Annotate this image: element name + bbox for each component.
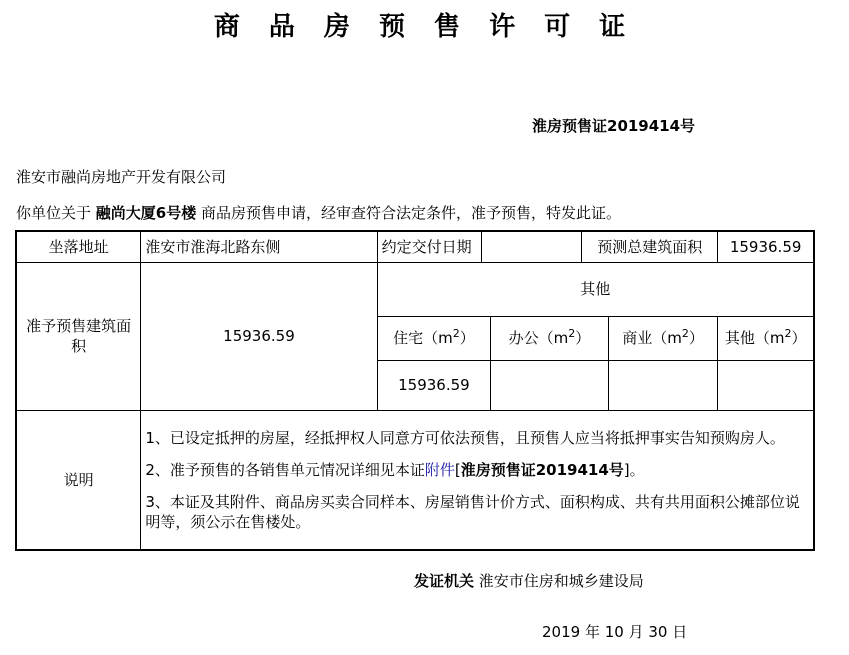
notes-label: 说明 <box>16 410 141 550</box>
certificate-number: 淮房预售证2019414号 <box>532 117 696 135</box>
intro-sentence <box>16 202 621 223</box>
note-2: 2、准予预售的各销售单元情况详细见本证附件[淮房预售证2019414号]。 <box>145 460 645 479</box>
col-other: 其他$(m^2)$ <box>718 316 814 360</box>
company-name: 淮安市融尚房地产开发有限公司 <box>16 168 227 186</box>
delivery-date-label: 约定交付日期 <box>377 231 481 262</box>
intro-prefix: 你单位关于 <box>16 204 92 222</box>
approved-area-label: 准予预售建筑面积 <box>16 262 141 410</box>
location-value: 淮安市淮海北路东侧 <box>141 231 377 262</box>
col-office: 办公$(m^2)$ <box>491 316 609 360</box>
note-3: 3、本证及其附件、商品房买卖合同样本、房屋销售计价方式、面积构成、共有共用面积公摊部位说明等，须公示在售楼处。 <box>145 492 800 531</box>
residential-value: 15936.59 <box>377 360 491 410</box>
total-area-label: 预测总建筑面积 <box>582 231 718 262</box>
location-row <box>16 231 814 262</box>
delivery-date-value <box>481 231 581 262</box>
issue-date: 2019 年 10 月 30 日 <box>542 623 688 641</box>
col-residential: 住宅$(m^2)$ <box>377 316 491 360</box>
commercial-value <box>608 360 717 410</box>
col-commercial: 商业$(m^2)$ <box>608 316 717 360</box>
issuing-authority <box>414 570 644 591</box>
intro-suffix: 商品房预售申请，经审查符合法定条件，准予预售，特发此证。 <box>201 204 622 222</box>
issuer-value: 淮安市住房和城乡建设局 <box>478 572 644 590</box>
page-title: 商 品 房 预 售 许 可 证 <box>213 12 636 42</box>
other-header: 其他 <box>377 262 814 316</box>
total-area-value: 15936.59 <box>718 231 814 262</box>
note-1: 1、已设定抵押的房屋，经抵押权人同意方可依法预售，且预售人应当将抵押事实告知预购房人。 <box>145 428 785 447</box>
office-value <box>491 360 609 410</box>
attachment-link[interactable]: 附件 <box>424 460 455 479</box>
approved-area-value: 15936.59 <box>141 262 377 410</box>
other-header-row <box>16 262 814 316</box>
issuer-label: 发证机关 <box>414 572 475 590</box>
project-name: 融尚大厦6号楼 <box>95 204 197 222</box>
location-label: 坐落地址 <box>16 231 141 262</box>
notes-content <box>141 410 814 550</box>
other-value <box>718 360 814 410</box>
notes-row <box>16 410 814 550</box>
permit-table <box>15 230 815 551</box>
note-2-cert-number: 淮房预售证2019414号 <box>460 460 624 479</box>
